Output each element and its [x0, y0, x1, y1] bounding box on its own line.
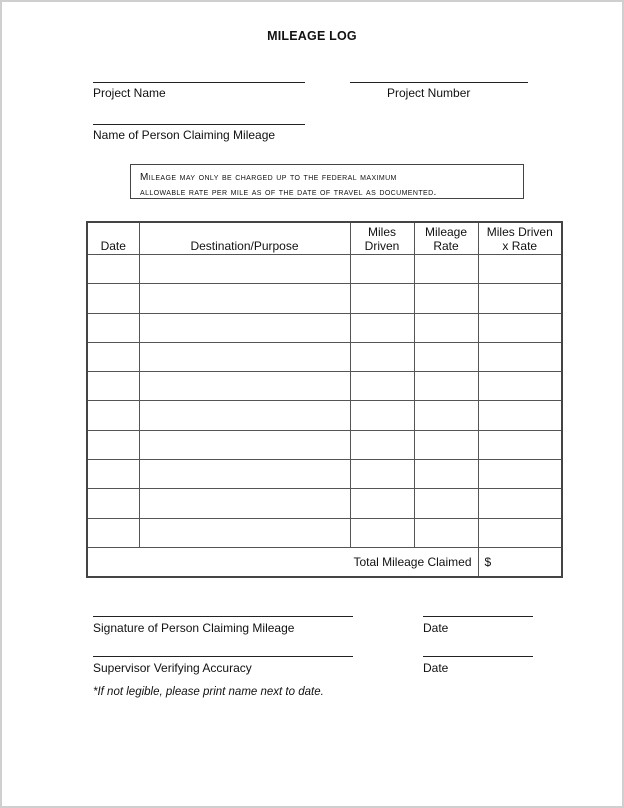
- destination-cell[interactable]: [139, 372, 350, 401]
- date-cell[interactable]: [87, 342, 139, 371]
- destination-cell[interactable]: [139, 284, 350, 313]
- miles-driven-cell[interactable]: [350, 518, 414, 547]
- legibility-note: *If not legible, please print name next to date.: [93, 686, 324, 698]
- miles-driven-cell[interactable]: [350, 255, 414, 284]
- miles-x-rate-cell[interactable]: [478, 460, 562, 489]
- miles-driven-cell[interactable]: [350, 430, 414, 459]
- supervisor-date-line: [423, 656, 533, 657]
- table-row: [87, 401, 562, 430]
- supervisor-signature-line: [93, 656, 353, 657]
- miles-driven-cell[interactable]: [350, 342, 414, 371]
- miles-driven-cell[interactable]: [350, 401, 414, 430]
- header-miles-x-rate: Miles Driven x Rate: [478, 222, 562, 255]
- miles-x-rate-cell[interactable]: [478, 342, 562, 371]
- mileage-rate-cell[interactable]: [414, 342, 478, 371]
- header-destination: Destination/Purpose: [139, 222, 350, 255]
- miles-x-rate-cell[interactable]: [478, 284, 562, 313]
- date-cell[interactable]: [87, 401, 139, 430]
- miles-driven-cell[interactable]: [350, 372, 414, 401]
- project-name-line: [93, 82, 305, 83]
- mileage-rate-cell[interactable]: [414, 460, 478, 489]
- miles-x-rate-cell[interactable]: [478, 518, 562, 547]
- miles-driven-cell[interactable]: [350, 284, 414, 313]
- claimant-signature-field[interactable]: [93, 616, 353, 635]
- miles-driven-cell[interactable]: [350, 313, 414, 342]
- claimant-signature-label: Signature of Person Claiming Mileage: [93, 621, 295, 635]
- supervisor-signature-field[interactable]: [93, 656, 353, 675]
- table-row: [87, 342, 562, 371]
- person-claiming-field[interactable]: [93, 124, 305, 142]
- header-mileage-rate: Mileage Rate: [414, 222, 478, 255]
- miles-driven-cell[interactable]: [350, 460, 414, 489]
- destination-cell[interactable]: [139, 342, 350, 371]
- miles-x-rate-cell[interactable]: [478, 430, 562, 459]
- total-mileage-label: Total Mileage Claimed: [87, 548, 478, 578]
- mileage-notice-box: [130, 164, 524, 199]
- person-claiming-label: Name of Person Claiming Mileage: [93, 128, 276, 142]
- destination-cell[interactable]: [139, 313, 350, 342]
- person-claiming-line: [93, 124, 305, 125]
- date-cell[interactable]: [87, 372, 139, 401]
- project-number-label: Project Number: [387, 86, 471, 100]
- table-row: [87, 430, 562, 459]
- table-row: [87, 518, 562, 547]
- header-miles-driven: Miles Driven: [350, 222, 414, 255]
- table-row: [87, 489, 562, 518]
- destination-cell[interactable]: [139, 460, 350, 489]
- destination-cell[interactable]: [139, 430, 350, 459]
- project-number-field[interactable]: [350, 82, 528, 100]
- date-cell[interactable]: [87, 255, 139, 284]
- project-number-line: [350, 82, 528, 83]
- miles-x-rate-cell[interactable]: [478, 401, 562, 430]
- mileage-rate-cell[interactable]: [414, 489, 478, 518]
- page-title: MILEAGE LOG: [267, 29, 357, 43]
- date-cell[interactable]: [87, 313, 139, 342]
- date-cell[interactable]: [87, 284, 139, 313]
- mileage-rate-cell[interactable]: [414, 284, 478, 313]
- table-row: [87, 372, 562, 401]
- mileage-rate-cell[interactable]: [414, 401, 478, 430]
- supervisor-signature-label: Supervisor Verifying Accuracy: [93, 661, 252, 675]
- supervisor-date-field[interactable]: [423, 656, 533, 675]
- claimant-date-field[interactable]: [423, 616, 533, 635]
- project-name-label: Project Name: [93, 86, 166, 100]
- total-amount-cell[interactable]: $: [478, 548, 562, 578]
- destination-cell[interactable]: [139, 255, 350, 284]
- date-cell[interactable]: [87, 430, 139, 459]
- destination-cell[interactable]: [139, 489, 350, 518]
- notice-line-2: allowable rate per mile as of the date of travel as documented.: [140, 187, 437, 198]
- table-row: [87, 255, 562, 284]
- miles-driven-cell[interactable]: [350, 489, 414, 518]
- date-cell[interactable]: [87, 518, 139, 547]
- table-row: [87, 313, 562, 342]
- notice-line-1: Mileage may only be charged up to the federal maximum: [140, 172, 397, 183]
- table-body: [87, 255, 562, 548]
- mileage-rate-cell[interactable]: [414, 518, 478, 547]
- project-name-field[interactable]: [93, 82, 305, 100]
- claimant-date-label: Date: [423, 621, 449, 635]
- header-date: Date: [87, 222, 139, 255]
- mileage-log-table: [86, 221, 563, 578]
- claimant-signature-line: [93, 616, 353, 617]
- table-row: [87, 460, 562, 489]
- miles-x-rate-cell[interactable]: [478, 372, 562, 401]
- mileage-rate-cell[interactable]: [414, 313, 478, 342]
- date-cell[interactable]: [87, 460, 139, 489]
- miles-x-rate-cell[interactable]: [478, 313, 562, 342]
- destination-cell[interactable]: [139, 518, 350, 547]
- miles-x-rate-cell[interactable]: [478, 489, 562, 518]
- supervisor-date-label: Date: [423, 661, 449, 675]
- miles-x-rate-cell[interactable]: [478, 255, 562, 284]
- mileage-rate-cell[interactable]: [414, 372, 478, 401]
- date-cell[interactable]: [87, 489, 139, 518]
- table-header-row: [87, 222, 562, 255]
- destination-cell[interactable]: [139, 401, 350, 430]
- table-row: [87, 284, 562, 313]
- mileage-rate-cell[interactable]: [414, 430, 478, 459]
- total-row: [87, 548, 562, 578]
- claimant-date-line: [423, 616, 533, 617]
- mileage-rate-cell[interactable]: [414, 255, 478, 284]
